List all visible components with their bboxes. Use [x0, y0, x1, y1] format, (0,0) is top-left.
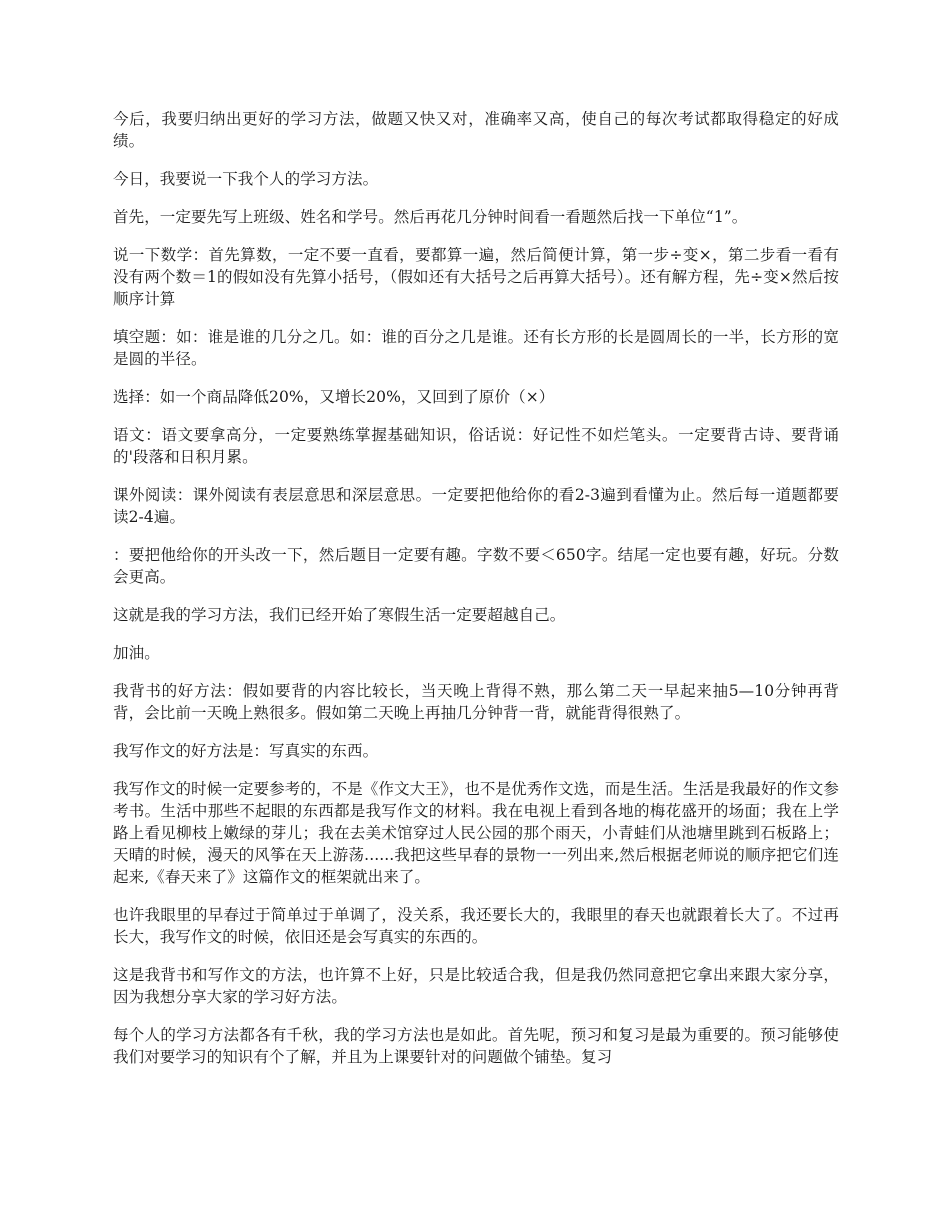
paragraph-14: 我写作文的时候一定要参考的，不是《作文大王》，也不是优秀作文选，而是生活。生活是我最好的作文参考书。生活中那些不起眼的东西都是我写作文的材料。我在电视上看到各地的梅花盛开的场面；我在上学路上看见柳枝上嫩绿的芽儿；我在去美术馆穿过人民公园的那个雨天，小青蛙们从池塘里跳到石板路上；天晴的时候，漫天的风筝在天上游荡......我把这些早春的景物一一列出来,然后根据老师说的顺序把它们连起来,《春天来了》这篇作文的框架就出来了。: [113, 780, 839, 886]
paragraph-16: 这是我背书和写作文的方法，也许算不上好，只是比较适合我，但是我仍然同意把它拿出来跟大家分享，因为我想分享大家的学习好方法。: [113, 966, 839, 1006]
paragraph-12: 我背书的好方法：假如要背的内容比较长，当天晚上背得不熟，那么第二天一早起来抽5—10分钟再背背，会比前一天晚上熟很多。假如第二天晚上再抽几分钟背一背，就能背得很熟了。: [113, 682, 839, 722]
paragraph-15: 也许我眼里的早春过于简单过于单调了，没关系，我还要长大的，我眼里的春天也就跟着长大了。不过再长大，我写作文的时候，依旧还是会写真实的东西的。: [113, 906, 839, 946]
paragraph-17: 每个人的学习方法都各有千秋，我的学习方法也是如此。首先呢，预习和复习是最为重要的。预习能够使我们对要学习的知识有个了解，并且为上课要针对的问题做个铺垫。复习: [113, 1026, 839, 1066]
paragraph-11: 加油。: [113, 644, 160, 662]
paragraph-9: ：要把他给你的开头改一下，然后题目一定要有趣。字数不要＜650字。结尾一定也要有趣，好玩。分数会更高。: [113, 546, 839, 586]
paragraph-1: 今后，我要归纳出更好的学习方法，做题又快又对，准确率又高，使自己的每次考试都取得稳定的好成绩。: [113, 110, 839, 150]
paragraph-4: 说一下数学：首先算数，一定不要一直看，要都算一遍，然后简便计算，第一步÷变×，第二步看一看有没有两个数＝1的假如没有先算小括号，（假如还有大括号之后再算大括号）。还有解方程，先÷变×然后按顺序计算: [113, 246, 839, 308]
paragraph-10: 这就是我的学习方法，我们已经开始了寒假生活一定要超越自己。: [113, 606, 566, 624]
document-body: [113, 108, 839, 1084]
paragraph-2: 今日，我要说一下我个人的学习方法。: [113, 170, 379, 188]
paragraph-7: 语文：语文要拿高分，一定要熟练掌握基础知识，俗话说：好记性不如烂笔头。一定要背古诗、要背诵的'段落和日积月累。: [113, 426, 839, 466]
paragraph-13: 我写作文的好方法是：写真实的东西。: [113, 742, 379, 760]
paragraph-3: 首先，一定要先写上班级、姓名和学号。然后再花几分钟时间看一看题然后找一下单位“1”。: [113, 208, 748, 226]
paragraph-6: 选择：如一个商品降低20%，又增长20%，又回到了原价（×）: [113, 388, 555, 406]
paragraph-5: 填空题：如：谁是谁的几分之几。如：谁的百分之几是谁。还有长方形的长是圆周长的一半，长方形的宽是圆的半径。: [113, 328, 839, 368]
paragraph-8: 课外阅读：课外阅读有表层意思和深层意思。一定要把他给你的看2-3遍到看懂为止。然后每一道题都要读2-4遍。: [113, 486, 839, 526]
